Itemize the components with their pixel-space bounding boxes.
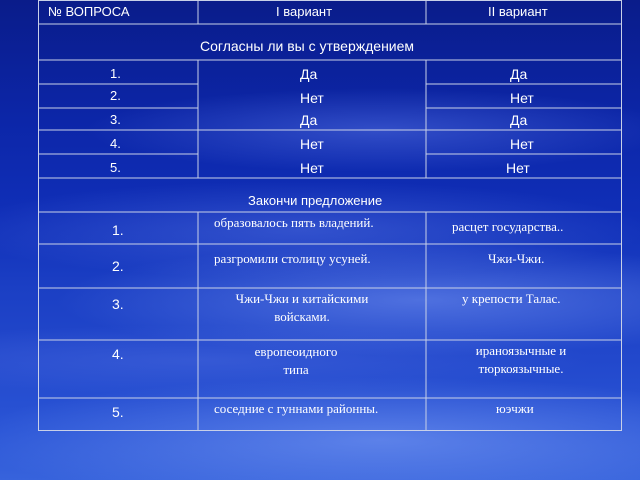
s2-variant2-answer-2: Чжи-Чжи.: [488, 251, 545, 266]
section-title-agree: Согласны ли вы с утверждением: [200, 38, 415, 54]
header-variant-1: I вариант: [276, 4, 333, 19]
s2-variant1-answer-2: разгромили столицу усуней.: [214, 251, 371, 266]
s1-number-3: 3.: [110, 112, 121, 127]
s1-number-2: 2.: [110, 88, 121, 103]
s1-variant2-answer-3: Да: [510, 112, 528, 128]
s1-variant1-answer-3: Да: [300, 112, 318, 128]
s2-number-4: 4.: [112, 346, 124, 362]
s1-variant1-answer-5: Нет: [300, 160, 324, 176]
s2-variant2-answer-1: расцет государства..: [452, 219, 564, 234]
s1-variant2-answer-4: Нет: [510, 136, 534, 152]
header-variant-2: II вариант: [488, 4, 548, 19]
header-question-number: № ВОПРОСА: [48, 4, 130, 19]
s2-variant1-answer-1: образовалось пять владений.: [214, 215, 374, 230]
s1-variant2-answer-5: Нет: [506, 160, 530, 176]
s2-variant2-answer-5: юэчжи: [496, 401, 534, 416]
s2-variant1-answer-3: Чжи-Чжи и китайскими войсками.: [235, 291, 369, 324]
s1-variant1-answer-4: Нет: [300, 136, 324, 152]
s2-variant2-answer-4: ираноязычные и тюркоязычные.: [475, 343, 567, 376]
s2-variant2-answer-3: у крепости Талас.: [462, 291, 561, 306]
s1-number-1: 1.: [110, 66, 121, 81]
section-title-complete: Закончи предложение: [248, 193, 383, 208]
s1-variant1-answer-2: Нет: [300, 90, 324, 106]
answer-table: [38, 0, 622, 431]
s1-variant2-answer-1-text: Да: [510, 66, 528, 82]
s2-number-1: 1.: [112, 222, 124, 238]
s2-number-5: 5.: [112, 404, 124, 420]
s2-number-2: 2.: [112, 258, 124, 274]
s2-number-3: 3.: [112, 296, 124, 312]
s2-variant1-answer-4: европеоидного типа: [254, 344, 338, 377]
s2-variant1-answer-5: соседние с гуннами районны.: [214, 401, 379, 416]
s1-number-5: 5.: [110, 160, 121, 175]
s1-number-4: 4.: [110, 136, 121, 151]
s1-variant2-answer-2: Нет: [510, 90, 534, 106]
s1-variant1-answer-1: Да: [300, 66, 318, 82]
